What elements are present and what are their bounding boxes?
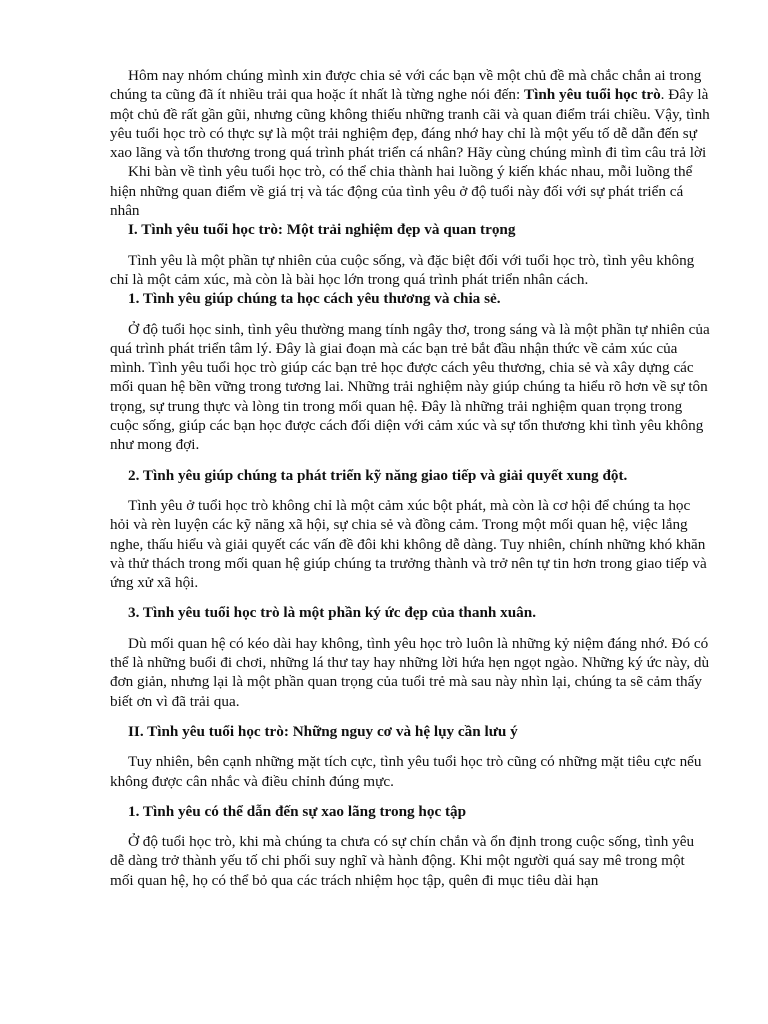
intro-paragraph-2: Khi bàn về tình yêu tuổi học trò, có thể chia thành hai luồng ý kiến khác nhau, mỗi luồng thể hiện những quan điểm về giá trị và tác động của tình yêu ở độ tuổi này đối với sự phát triển cá nhân <box>110 163 693 220</box>
intro-text-2: . Đây là một chủ đề rất gần gũi, nhưng cũng không thiếu những tranh cãi và quan điểm trái chiều. Vậy, tình yêu tuổi học trò có thực sự là một trải nghiệm đẹp, đáng nhớ hay chỉ là một yếu tố dễ dẫn đến sự xao lãng và tổn thương trong quá trình phát triển cá nhân? Hãy cùng chúng mình đi tìm câu trả lời <box>110 86 710 162</box>
section-1-paragraph: Tình yêu là một phần tự nhiên của cuộc sống, và đặc biệt đối với tuổi học trò, tình yêu không chỉ là một cảm xúc, mà còn là bài học lớn trong quá trình phát triển nhân cách. <box>110 251 695 288</box>
intro-text-1: Hôm nay nhóm chúng mình xin được chia sẻ với các bạn về một chủ đề mà chắc chắn ai trong chúng ta cũng đã ít nhiều trải qua hoặc ít nhất là từng nghe nói đến: <box>110 67 702 104</box>
section-1-sub-2-heading: 2. Tình yêu giúp chúng ta phát triển kỹ năng giao tiếp và giải quyết xung đột. <box>128 466 628 484</box>
section-1-sub-3-heading: 3. Tình yêu tuổi học trò là một phần ký ức đẹp của thanh xuân. <box>128 604 537 622</box>
section-2-paragraph: Tuy nhiên, bên cạnh những mặt tích cực, tình yêu tuổi học trò cũng có những mặt tiêu cực nếu không được cân nhắc và điều chỉnh đúng mực. <box>110 753 702 790</box>
intro-topic-bold: Tình yêu tuổi học trò <box>523 86 661 104</box>
document-page <box>110 66 710 890</box>
section-1-sub-2-paragraph: Tình yêu ở tuổi học trò không chỉ là một cảm xúc bột phát, mà còn là cơ hội để chúng ta học hỏi và rèn luyện các kỹ năng xã hội, sự chia sẻ và đồng cảm. Trong một mối quan hệ, việc lắng nghe, thấu hiểu và giải quyết các vấn đề đôi khi không dễ dàng. Tuy nhiên, chính những khó khăn và thử thách trong mối quan hệ giúp chúng ta trưởng thành và trở nên tự tin hơn trong giao tiếp và ứng xử xã hội. <box>110 496 707 592</box>
section-2-sub-1-heading: 1. Tình yêu có thể dẫn đến sự xao lãng trong học tập <box>128 802 467 820</box>
section-1-sub-3-paragraph: Dù mối quan hệ có kéo dài hay không, tình yêu học trò luôn là những kỷ niệm đáng nhớ. Đó có thể là những buổi đi chơi, những lá thư tay hay những lời hứa hẹn ngọt ngào. Những ký ức này, dù đơn giản, nhưng lại là một phần quan trọng của tuổi trẻ mà sau này nhìn lại, chúng ta sẽ cảm thấy biết ơn vì đã trải qua. <box>110 634 710 710</box>
section-2-heading: II. Tình yêu tuổi học trò: Những nguy cơ và hệ lụy cần lưu ý <box>128 722 518 740</box>
section-1-sub-1-heading: 1. Tình yêu giúp chúng ta học cách yêu thương và chia sẻ. <box>128 290 501 308</box>
section-2-sub-1-paragraph: Ở độ tuổi học trò, khi mà chúng ta chưa có sự chín chắn và ổn định trong cuộc sống, tình yêu dễ dàng trở thành yếu tố chi phối suy nghĩ và hành động. Khi một người quá say mê trong một mối quan hệ, họ có thể bỏ qua các trách nhiệm học tập, quên đi mục tiêu dài hạn <box>110 833 695 889</box>
section-1-sub-1-paragraph: Ở độ tuổi học sinh, tình yêu thường mang tính ngây thơ, trong sáng và là một phần tự nhiên của quá trình phát triển tâm lý. Đây là giai đoạn mà các bạn trẻ bắt đầu nhận thức về cảm xúc của mình. Tình yêu tuổi học trò giúp các bạn trẻ học được cách yêu thương, chia sẻ và xây dựng các mối quan hệ bền vững trong tương lai. Những trải nghiệm này giúp chúng ta hiểu rõ hơn về sự tôn trọng, sự trung thực và lòng tin trong mối quan hệ. Đây là những trải nghiệm quan trọng trong cuộc sống, giúp các bạn học được cách đối diện với cảm xúc và sự tổn thương khi tình yêu không như mong đợi. <box>110 320 710 454</box>
section-1-heading: I. Tình yêu tuổi học trò: Một trải nghiệm đẹp và quan trọng <box>128 221 516 239</box>
intro-paragraph <box>110 66 710 162</box>
